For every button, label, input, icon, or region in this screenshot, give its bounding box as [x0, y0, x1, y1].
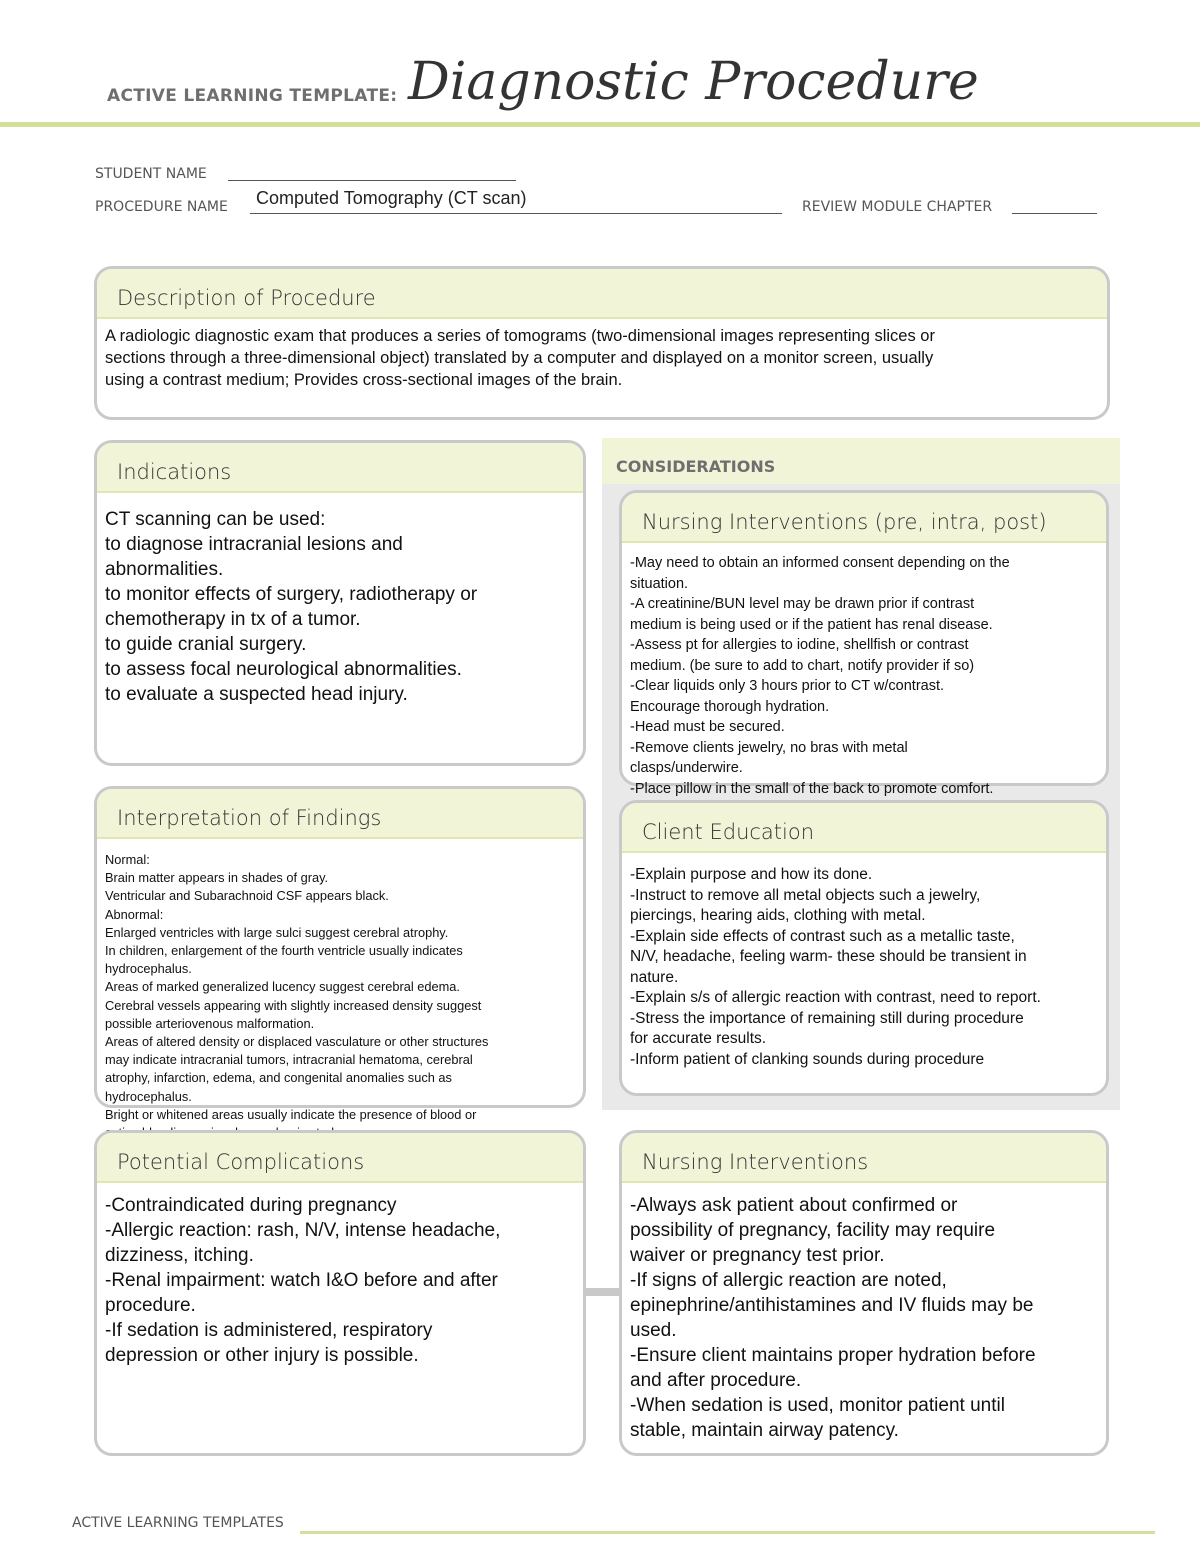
interpretation-line: hydrocephalus. [105, 1088, 192, 1104]
indications-heading: Indications [97, 443, 583, 493]
indications-line: CT scanning can be used: [105, 509, 326, 530]
nursing-pre-line: -Clear liquids only 3 hours prior to CT w/contrast. [630, 678, 945, 694]
indications-line: to guide cranial surgery. [105, 634, 307, 655]
procedure-name-value: Computed Tomography (CT scan) [256, 188, 527, 208]
nursing-pre-line: -Remove clients jewelry, no bras with metal [630, 739, 908, 756]
template-label: ACTIVE LEARNING TEMPLATE: [107, 86, 398, 106]
description-text [97, 319, 1107, 399]
nursing-interventions-line: stable, maintain airway patency. [630, 1420, 899, 1441]
indications-line: abnormalities. [105, 559, 224, 580]
indications-line: to evaluate a suspected head injury. [105, 684, 408, 705]
box-connector [582, 1288, 622, 1296]
client-education-line: N/V, headache, feeling warm- these should be transient in [630, 948, 1027, 965]
considerations-label: CONSIDERATIONS [616, 457, 776, 476]
nursing-pre-line: situation. [630, 575, 689, 592]
nursing-interventions-line: -Ensure client maintains proper hydration before [630, 1345, 1036, 1366]
interpretation-line: Areas of marked generalized lucency suggest cerebral edema. [105, 979, 460, 995]
description-line: using a contrast medium; Provides cross-sectional images of the brain. [105, 371, 623, 389]
nursing-pre-line: -Head must be secured. [630, 719, 785, 735]
interpretation-line: Cerebral vessels appearing with slightly increased density suggest [105, 997, 482, 1013]
nursing-interventions-line: -Always ask patient about confirmed or [630, 1195, 958, 1216]
nursing-interventions-line: used. [630, 1320, 677, 1341]
complications-line: depression or other injury is possible. [105, 1345, 419, 1366]
nursing-interventions-line: possibility of pregnancy, facility may require [630, 1220, 996, 1241]
indications-line: to assess focal neurological abnormalities. [105, 659, 462, 680]
indications-line: chemotherapy in tx of a tumor. [105, 609, 361, 630]
procedure-name-label: PROCEDURE NAME [95, 199, 228, 215]
interpretation-line: Bright or whitened areas usually indicate the presence of blood or [105, 1106, 477, 1122]
nursing-interventions-text [622, 1183, 1106, 1451]
interpretation-line: may indicate intracranial tumors, intracranial hematoma, cerebral [105, 1052, 473, 1068]
interpretation-line: Abnormal: [105, 906, 164, 922]
nursing-pre-line: -Place pillow in the small of the back to promote comfort. [630, 780, 994, 797]
interpretation-line: In children, enlargement of the fourth ventricle usually indicates [105, 943, 463, 959]
complications-line: -Contraindicated during pregnancy [105, 1195, 397, 1216]
procedure-name-field[interactable] [250, 213, 782, 214]
indications-line: to monitor effects of surgery, radiotherapy or [105, 584, 478, 605]
client-education-box [619, 800, 1109, 1096]
nursing-pre-line: medium. (be sure to add to chart, notify provider if so) [630, 657, 975, 674]
nursing-interventions-line: -If signs of allergic reaction are noted, [630, 1270, 947, 1291]
nursing-pre-line: -May need to obtain an informed consent depending on the [630, 555, 1010, 571]
client-education-line: for accurate results. [630, 1030, 767, 1047]
complications-line: -If sedation is administered, respiratory [105, 1320, 433, 1341]
nursing-interventions-line: and after procedure. [630, 1370, 802, 1391]
interpretation-heading: Interpretation of Findings [97, 789, 583, 839]
nursing-interventions-line: waiver or pregnancy test prior. [630, 1245, 885, 1266]
nursing-pre-heading: Nursing Interventions (pre, intra, post) [622, 493, 1106, 543]
client-education-line: -Instruct to remove all metal objects such a jewelry, [630, 886, 981, 904]
interpretation-line: Enlarged ventricles with large sulci suggest cerebral atrophy. [105, 924, 449, 940]
interpretation-line: hydrocephalus. [105, 961, 192, 977]
client-education-heading: Client Education [622, 803, 1106, 853]
interpretation-line: Areas of altered density or displaced vasculature or other structures [105, 1034, 489, 1050]
nursing-interventions-box [619, 1130, 1109, 1456]
review-module-field[interactable] [1012, 213, 1097, 214]
complications-heading: Potential Complications [97, 1133, 583, 1183]
nursing-pre-line: medium is being used or if the patient has renal disease. [630, 616, 993, 633]
client-education-text [622, 853, 1106, 1078]
nursing-interventions-line: epinephrine/antihistamines and IV fluids may be [630, 1295, 1034, 1316]
description-box [94, 266, 1110, 420]
description-heading: Description of Procedure [97, 269, 1107, 319]
indications-text [97, 493, 583, 715]
interpretation-line: Brain matter appears in shades of gray. [105, 870, 329, 886]
interpretation-line: possible arteriovenous malformation. [105, 1015, 315, 1031]
review-module-label: REVIEW MODULE CHAPTER [802, 199, 993, 215]
description-line: A radiologic diagnostic exam that produces a series of tomograms (two-dimensional images representing slices or [105, 327, 935, 345]
complications-line: -Allergic reaction: rash, N/V, intense headache, [105, 1220, 501, 1241]
footer-divider [300, 1531, 1155, 1534]
interpretation-text [97, 839, 583, 1150]
student-name-field[interactable] [228, 180, 516, 181]
complications-line: -Renal impairment: watch I&O before and after [105, 1270, 498, 1291]
client-education-line: piercings, hearing aids, clothing with metal. [630, 907, 926, 924]
interpretation-box [94, 786, 586, 1122]
nursing-interventions-line: -When sedation is used, monitor patient until [630, 1395, 1005, 1416]
client-education-line: -Explain s/s of allergic reaction with contrast, need to report. [630, 989, 1041, 1006]
indications-box [94, 440, 586, 766]
client-education-line: -Stress the importance of remaining still during procedure [630, 1009, 1024, 1027]
client-education-line: -Explain side effects of contrast such as a metallic taste, [630, 927, 1015, 945]
interpretation-line: Normal: [105, 852, 150, 867]
page-title: Diagnostic Procedure [408, 52, 979, 112]
complications-line: dizziness, itching. [105, 1245, 254, 1266]
nursing-pre-line: clasps/underwire. [630, 760, 743, 776]
indications-line: to diagnose intracranial lesions and [105, 534, 403, 555]
complications-text [97, 1183, 583, 1376]
nursing-pre-text [622, 543, 1106, 807]
nursing-pre-line: Encourage thorough hydration. [630, 698, 830, 715]
description-line: sections through a three-dimensional object) translated by a computer and displayed on a monitor screen, usually [105, 349, 934, 367]
nursing-pre-line: -Assess pt for allergies to iodine, shellfish or contrast [630, 637, 969, 653]
client-education-line: -Inform patient of clanking sounds during procedure [630, 1050, 985, 1068]
complications-box [94, 1130, 586, 1456]
interpretation-line: Ventricular and Subarachnoid CSF appears black. [105, 888, 389, 904]
header-divider [0, 122, 1200, 127]
nursing-pre-line: -A creatinine/BUN level may be drawn prior if contrast [630, 596, 975, 612]
client-education-line: -Explain purpose and how its done. [630, 866, 873, 883]
footer-label: ACTIVE LEARNING TEMPLATES [72, 1515, 284, 1531]
nursing-pre-box [619, 490, 1109, 797]
interpretation-line: atrophy, infarction, edema, and congenital anomalies such as [105, 1070, 452, 1086]
complications-line: procedure. [105, 1295, 196, 1316]
nursing-interventions-heading: Nursing Interventions [622, 1133, 1106, 1183]
client-education-line: nature. [630, 968, 679, 986]
student-name-label: STUDENT NAME [95, 166, 207, 182]
